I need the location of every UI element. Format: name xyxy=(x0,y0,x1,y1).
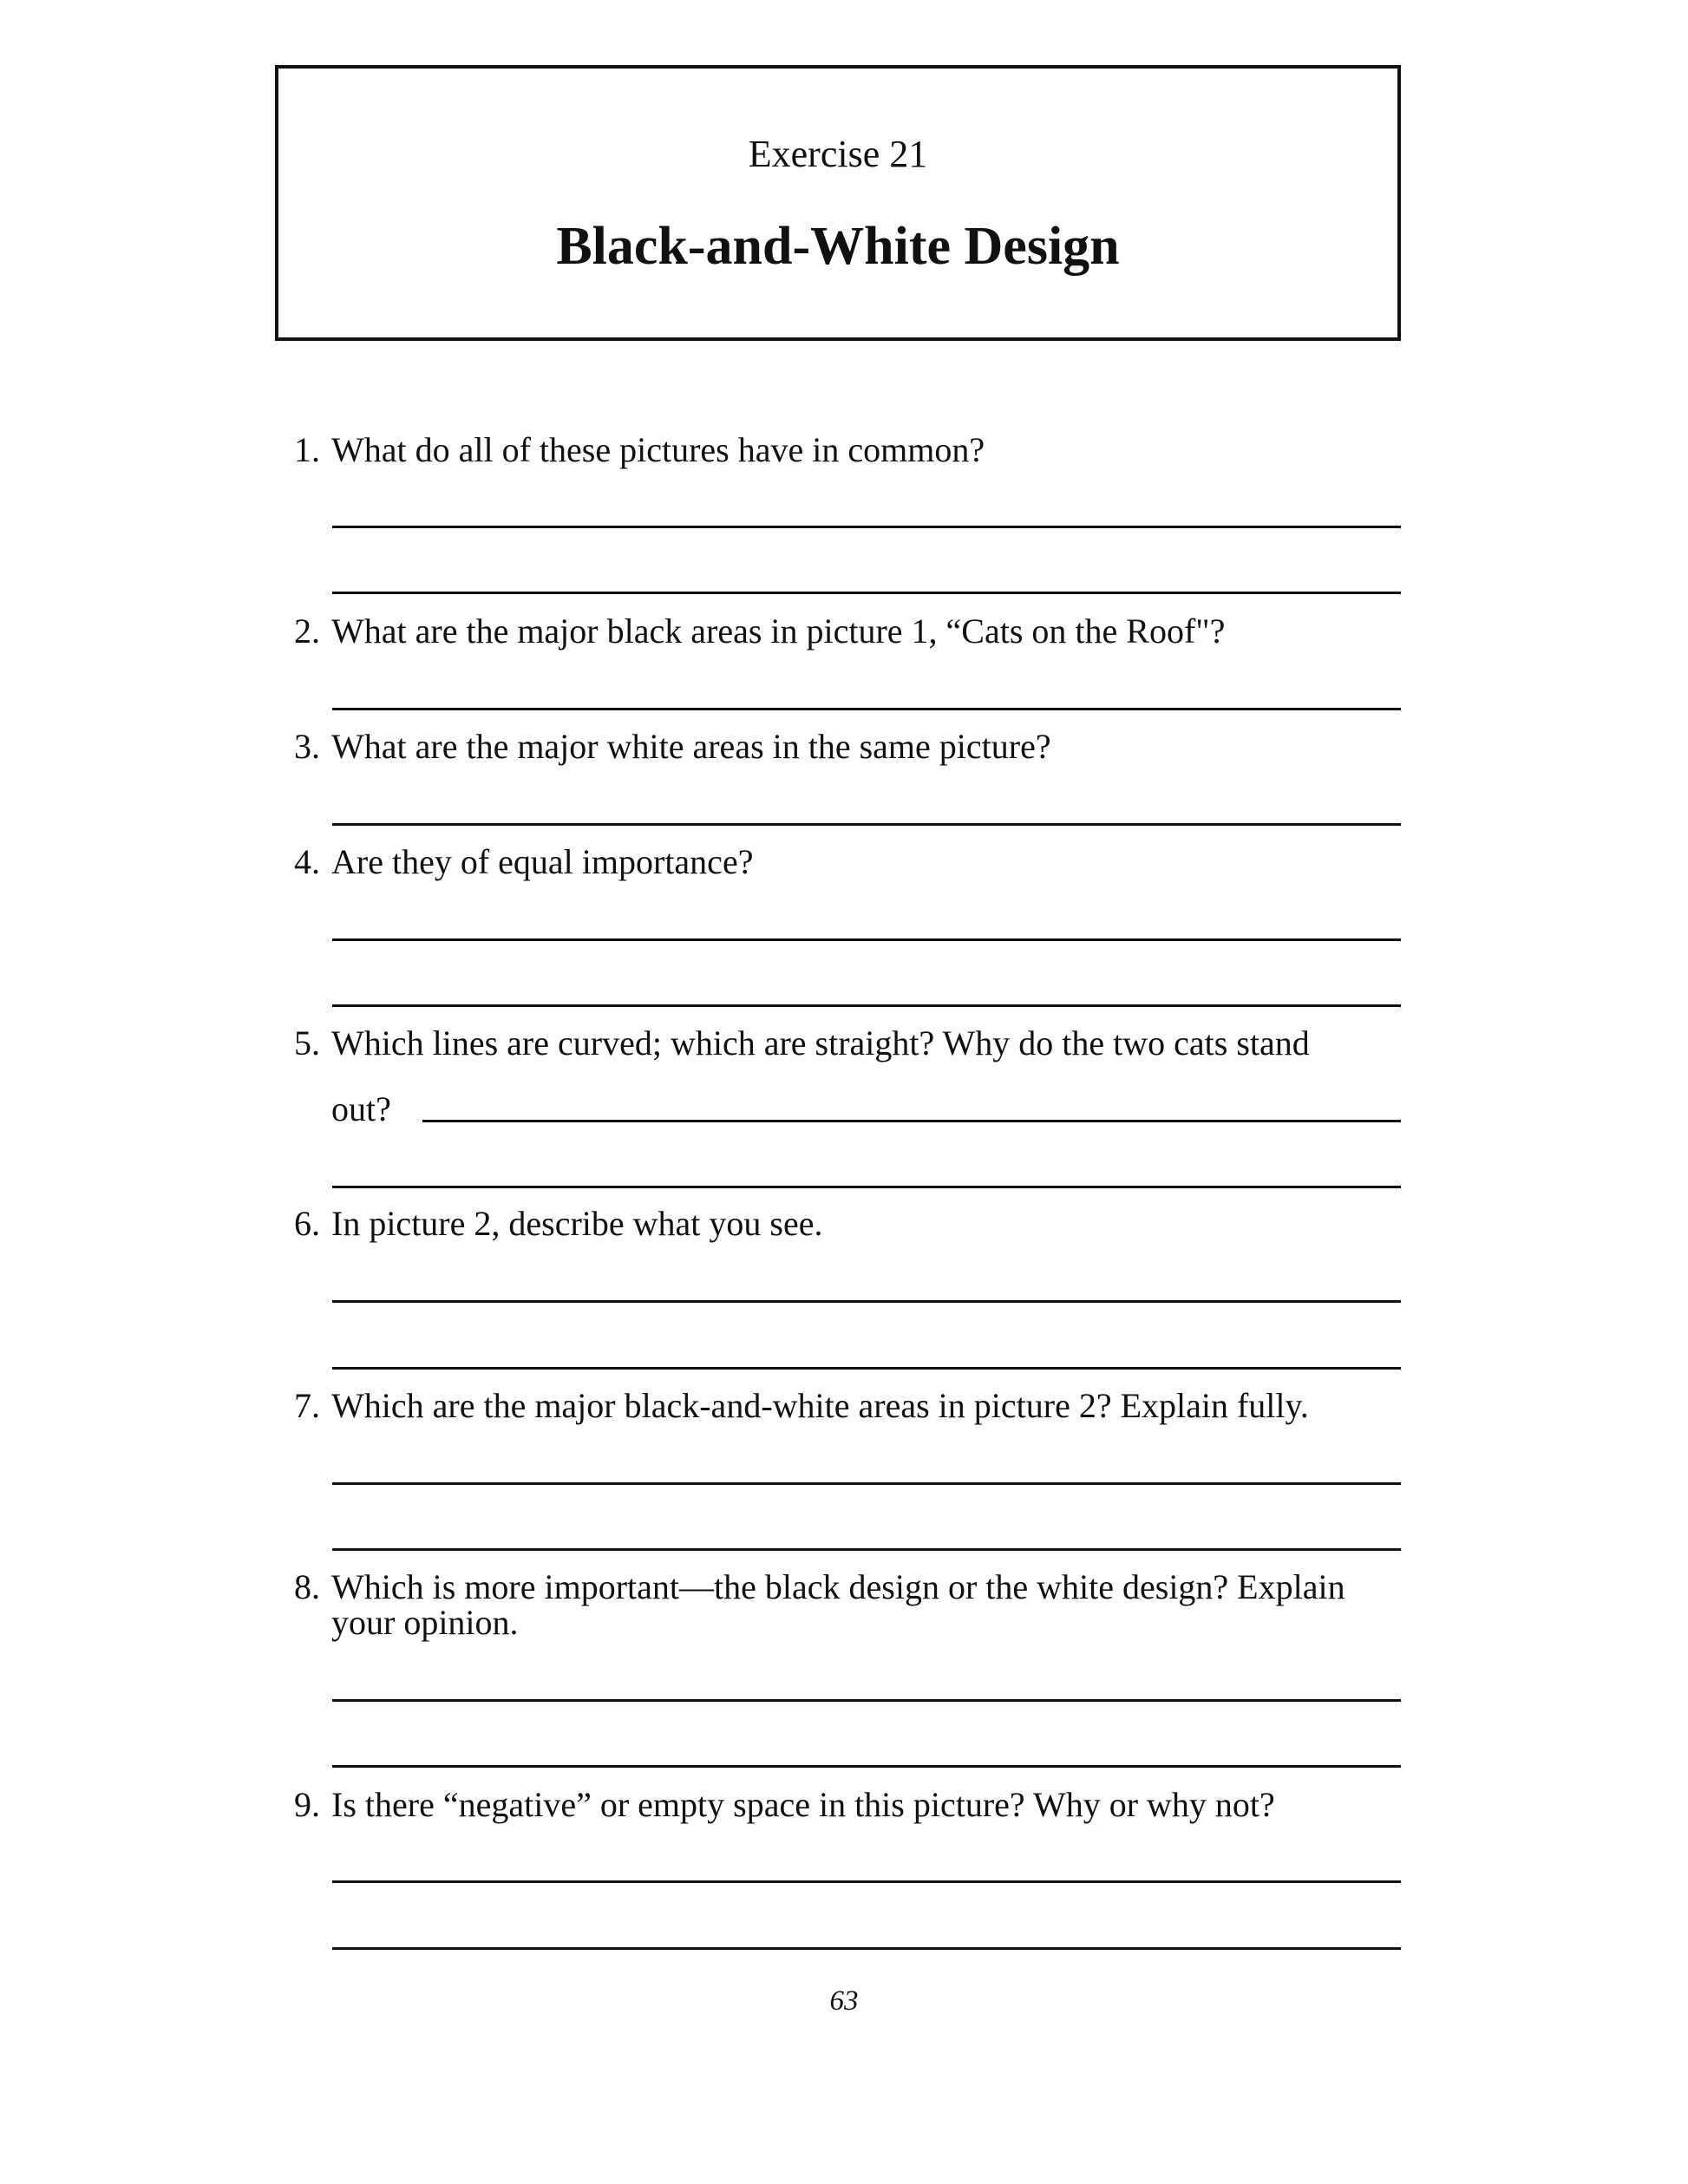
answer-line[interactable] xyxy=(422,1120,1401,1122)
question-text: Which is more important—the black design or the white design? Explain xyxy=(331,1567,1345,1606)
page-number: 63 xyxy=(829,1985,859,2017)
question-continuation: your opinion. xyxy=(331,1603,519,1642)
question-number: 3. xyxy=(294,727,320,766)
question-1 xyxy=(294,430,985,469)
exercise-label: Exercise 21 xyxy=(748,133,928,175)
question-number: 6. xyxy=(294,1204,320,1243)
question-9 xyxy=(294,1785,1275,1824)
question-3 xyxy=(294,729,1051,764)
question-text: Are they of equal importance? xyxy=(331,842,754,881)
answer-line[interactable] xyxy=(332,938,1401,941)
answer-line[interactable] xyxy=(332,1947,1401,1950)
question-continuation: out? xyxy=(331,1089,391,1128)
title-box xyxy=(275,65,1401,341)
question-number: 7. xyxy=(294,1386,320,1425)
question-text: Which lines are curved; which are straight? Why do the two cats stand xyxy=(331,1023,1310,1063)
question-text: In picture 2, describe what you see. xyxy=(331,1204,823,1243)
answer-line[interactable] xyxy=(332,1186,1401,1188)
answer-line[interactable] xyxy=(332,526,1401,528)
answer-line[interactable] xyxy=(332,592,1401,594)
answer-line[interactable] xyxy=(332,708,1401,710)
question-number: 9. xyxy=(294,1785,320,1824)
question-text: What do all of these pictures have in common? xyxy=(331,430,985,469)
question-number: 1. xyxy=(294,430,320,469)
question-number: 8. xyxy=(294,1567,320,1606)
answer-line[interactable] xyxy=(332,1300,1401,1303)
question-text: What are the major black areas in picture 1, “Cats on the Roof"? xyxy=(331,611,1226,651)
question-4 xyxy=(294,842,754,881)
question-6 xyxy=(294,1206,822,1241)
question-7 xyxy=(294,1386,1309,1425)
answer-line[interactable] xyxy=(332,1765,1401,1768)
question-8 xyxy=(294,1567,1345,1642)
question-number: 5. xyxy=(294,1023,320,1063)
answer-line[interactable] xyxy=(332,1699,1401,1702)
answer-line[interactable] xyxy=(332,1548,1401,1551)
answer-line[interactable] xyxy=(332,1004,1401,1007)
question-2 xyxy=(294,611,1226,651)
question-5 xyxy=(294,1023,1310,1063)
answer-line[interactable] xyxy=(332,1880,1401,1883)
answer-line[interactable] xyxy=(332,1482,1401,1485)
question-number: 2. xyxy=(294,611,320,651)
answer-line[interactable] xyxy=(332,1367,1401,1370)
answer-line[interactable] xyxy=(332,823,1401,826)
question-text: Which are the major black-and-white areas in picture 2? Explain fully. xyxy=(331,1386,1309,1425)
page-title: Black-and-White Design xyxy=(556,217,1120,276)
question-text: Is there “negative” or empty space in this picture? Why or why not? xyxy=(331,1785,1275,1824)
question-number: 4. xyxy=(294,842,320,881)
question-text: What are the major white areas in the same picture? xyxy=(331,727,1051,766)
